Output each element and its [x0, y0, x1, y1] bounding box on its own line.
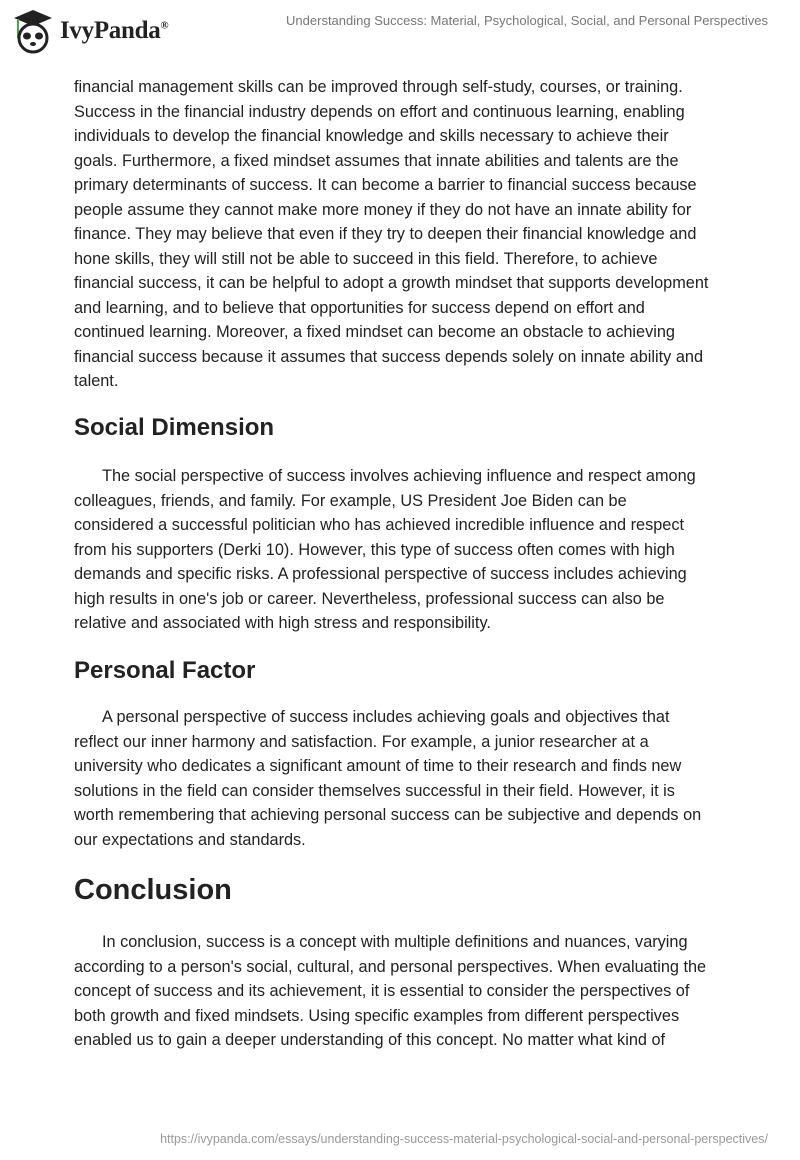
text-line: financial management skills can be improved through self-study, courses, or training. — [74, 78, 683, 96]
heading-personal-factor: Personal Factor — [74, 657, 256, 684]
text-line: demands and specific risks. A professional perspective of success includes achieving — [74, 565, 687, 583]
text-line: worth remembering that achieving personal success can be subjective and depends on — [74, 806, 702, 824]
text-line: university who dedicates a significant amount of time to their research and finds new — [74, 757, 682, 775]
ivypanda-logo[interactable] — [12, 8, 168, 54]
text-line: colleagues, friends, and family. For example, US President Joe Biden can be — [74, 491, 627, 510]
text-line: concept of success and its achievement, it is essential to consider the perspectives of — [74, 982, 690, 1000]
text-line: primary determinants of success. It can become a barrier to financial success because — [74, 176, 697, 194]
text-line: from his supporters (Derki 10). However, this type of success often comes with high — [74, 540, 675, 559]
text-line: A personal perspective of success includes achieving goals and objectives that — [102, 708, 670, 726]
text-line: In conclusion, success is a concept with multiple definitions and nuances, varying — [102, 933, 688, 951]
text-line: people assume they cannot make more money if they do not have an innate ability for — [74, 200, 692, 219]
paragraph-personal — [74, 705, 754, 852]
heading-conclusion: Conclusion — [74, 874, 232, 906]
text-line: talent. — [74, 372, 119, 390]
logo-text: IvyPanda® — [60, 17, 169, 44]
text-line: relative and associated with high stress and responsibility. — [74, 614, 491, 632]
heading-social-dimension: Social Dimension — [74, 414, 275, 441]
footer-url[interactable]: https://ivypanda.com/essays/understanding-success-material-psychological-social-and-personal-perspectives/ — [160, 1132, 768, 1146]
panda-logo-icon — [12, 8, 54, 54]
text-line: reflect our inner harmony and satisfaction. For example, a junior researcher at a — [74, 732, 649, 751]
text-line: both growth and fixed mindsets. Using specific examples from different perspectives — [74, 1006, 680, 1025]
text-line: enabled us to gain a deeper understanding of this concept. No matter what kind of — [74, 1031, 666, 1049]
paragraph-social — [74, 464, 754, 636]
text-line: financial success because it assumes that success depends solely on innate ability and — [74, 347, 703, 366]
text-line: financial success, it can be helpful to adopt a growth mindset that supports development — [74, 274, 709, 292]
text-line: according to a person's social, cultural, and personal perspectives. When evaluating the — [74, 957, 707, 976]
text-line: high results in one's job or career. Nevertheless, professional success can also be — [74, 589, 665, 608]
text-line: considered a successful politician who has achieved incredible influence and respect — [74, 516, 685, 534]
paragraph-financial — [74, 75, 754, 394]
paragraph-conclusion — [74, 930, 754, 1053]
text-line: finance. They may believe that even if they try to deepen their financial knowledge and — [74, 225, 697, 243]
text-line: goals. Furthermore, a fixed mindset assumes that innate abilities and talents are the — [74, 151, 679, 170]
text-line: and learning, and to believe that opportunities for success depend on effort and — [74, 298, 645, 317]
text-line: hone skills, they will still not be able to succeed in this field. Therefore, to achieve — [74, 249, 658, 268]
text-line: individuals to develop the financial knowledge and skills necessary to achieve their — [74, 127, 669, 145]
text-line: our expectations and standards. — [74, 830, 306, 849]
text-line: solutions in the field can consider themselves successful in their field. However, it is — [74, 781, 675, 800]
text-line: The social perspective of success involves achieving influence and respect among — [102, 467, 696, 485]
text-line: Success in the financial industry depends on effort and continuous learning, enabling — [74, 102, 685, 121]
text-line: continued learning. Moreover, a fixed mindset can become an obstacle to achieving — [74, 323, 675, 341]
document-title: Understanding Success: Material, Psychological, Social, and Personal Perspectives — [286, 13, 768, 28]
